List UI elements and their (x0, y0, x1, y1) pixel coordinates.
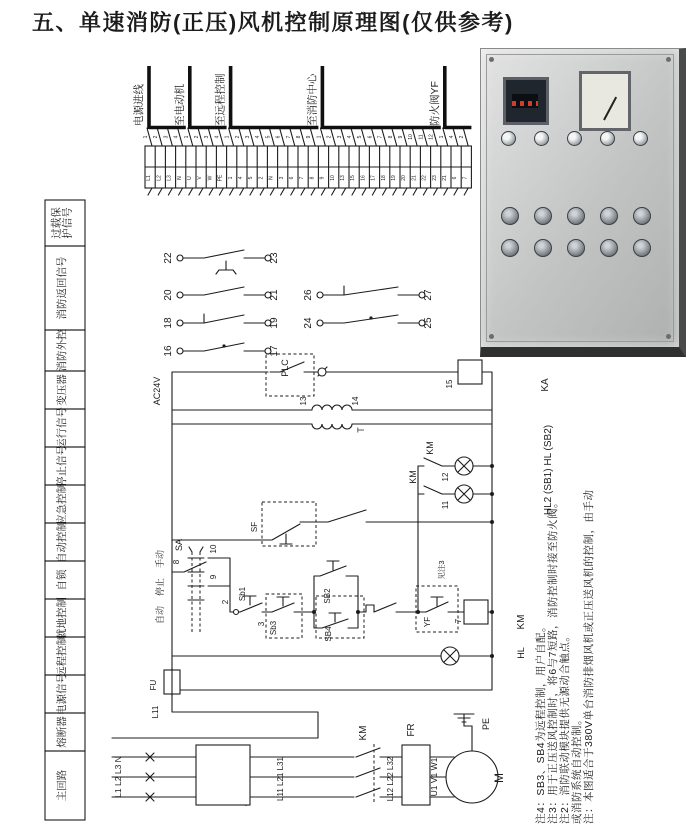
terminal-number: 2 (258, 176, 265, 180)
terminal-number: 21 (411, 175, 418, 181)
contact-number: 23 (269, 252, 280, 264)
terminal-number: L1 (146, 175, 153, 181)
screw-icon (489, 334, 494, 339)
component-label: 14 (351, 396, 360, 406)
component-label: YF (423, 616, 432, 628)
terminal-number: 19 (391, 175, 397, 181)
terminal-number: 4 (238, 176, 244, 180)
component-label: 11 (441, 500, 450, 510)
component-label: FR (406, 723, 417, 737)
wire-number: 2 (326, 135, 333, 139)
component-label: PLC (280, 359, 290, 377)
terminal-group-label: 防火阀YF (428, 81, 441, 126)
panel-button (600, 207, 618, 225)
contact-number: 27 (423, 289, 434, 301)
wire-number: 3 (336, 135, 343, 139)
indicator-lamp (567, 131, 582, 146)
section-label: 主回路 (56, 769, 68, 802)
terminal-number: 7 (299, 176, 306, 180)
component-label: T (356, 427, 366, 433)
contact-number: 26 (303, 289, 314, 301)
panel-button (633, 239, 651, 257)
motor-circle (446, 751, 498, 803)
terminal-number: 17 (370, 175, 377, 181)
indicator-lamp (600, 131, 615, 146)
section-label: 运行信号 (56, 407, 68, 449)
component-label: 9 (209, 574, 218, 580)
component-label: SA (174, 538, 184, 552)
wire-number: 7 (285, 135, 292, 139)
contact-number: 20 (163, 289, 174, 301)
wire-number: 1 (316, 135, 323, 139)
contact-number: 19 (269, 317, 280, 329)
circuit-labels (113, 359, 554, 802)
component-label: Sb1 (238, 586, 247, 602)
note-line: 或消防系统自动控制。 (571, 714, 583, 824)
component-label: M (492, 773, 506, 783)
component-label: FU (149, 679, 158, 691)
contact-number: 21 (269, 289, 280, 301)
analog-meter (579, 71, 631, 131)
contact-number: 22 (163, 252, 174, 264)
wire-number: 4 (214, 135, 221, 139)
panel-button (501, 239, 519, 257)
terminal-number: 6 (452, 176, 459, 180)
contact-number: 16 (163, 345, 174, 357)
terminal-number: W (207, 175, 214, 181)
terminal-number: N (176, 176, 183, 180)
aux-contact-terminals (163, 250, 434, 357)
component-label: 3 (257, 621, 266, 627)
terminal-number: 6 (289, 176, 295, 180)
component-label: L1 L2 L3 N (113, 756, 123, 798)
terminal-group-label: 至电动机 (173, 84, 186, 126)
panel-button (567, 239, 585, 257)
terminal-number: L3 (166, 175, 173, 181)
section-label: 消防返回信号 (56, 256, 68, 320)
component-label: KM (408, 470, 418, 484)
control-cabinet-photo (480, 48, 686, 357)
panel-button (534, 239, 552, 257)
plc-output-terminal (318, 368, 326, 376)
section-label: 自锁 (56, 569, 68, 591)
component-label: 手动 (155, 549, 165, 569)
component-label: 见注3 (437, 560, 446, 580)
section-label: 电源信号 (56, 673, 68, 715)
indicator-lamp (534, 131, 549, 146)
wire-number: 9 (306, 135, 313, 139)
indicator-lamp (501, 131, 516, 146)
terminal-number: V (197, 176, 204, 180)
wire-number: 5 (357, 135, 364, 139)
contact-number: 18 (163, 317, 174, 329)
terminal-number: 16 (360, 175, 367, 181)
component-label: HL2 (SB1) HL (SB2) (543, 424, 554, 516)
wire-number: 9 (398, 135, 404, 139)
panel-button (501, 207, 519, 225)
component-label: SB2 (323, 588, 332, 604)
terminal-number: PE (217, 174, 224, 182)
wire-number: 4 (347, 135, 353, 139)
terminal-number: 3 (278, 176, 285, 180)
section-label: 停止信号 (56, 445, 68, 487)
wire-number: 2 (194, 135, 200, 139)
wire-number: 4 (173, 135, 180, 139)
ka-coil (458, 360, 482, 384)
terminal-2-circle (234, 610, 239, 615)
notes (534, 489, 595, 824)
component-label: PE (481, 717, 491, 731)
left-section-labels (45, 200, 85, 820)
component-label: 12 (441, 472, 450, 482)
wire-number: 2 (459, 135, 466, 139)
terminal-number: 13 (340, 175, 346, 181)
wire-number: 1 (224, 135, 231, 139)
component-label: 8 (172, 559, 181, 565)
digital-meter (503, 77, 549, 125)
component-label: KM (425, 441, 435, 455)
component-label: L11 (151, 705, 160, 719)
wire-number: 1 (438, 135, 445, 139)
contact-number: 25 (423, 317, 434, 329)
section-label: 消防外控 (56, 329, 68, 372)
terminal-number: U (187, 176, 193, 180)
note-line: 注4：SB3、SB4为远程控制，用户自配。 (535, 620, 547, 824)
wire-number: 8 (296, 135, 302, 139)
terminal-number: 21 (442, 175, 448, 181)
wire-number: 11 (418, 134, 425, 140)
component-label: L12 L22 L32 (386, 756, 395, 802)
section-label: 自动控制 (56, 521, 68, 563)
screw-icon (666, 57, 671, 62)
plc-box (266, 354, 314, 396)
wire-number: 1 (183, 135, 190, 139)
wire-number: 8 (387, 135, 394, 139)
component-label: 10 (209, 544, 218, 554)
wire-number: 6 (367, 135, 374, 139)
section-label: 就地控制 (56, 597, 68, 639)
component-label: 2 (221, 599, 230, 605)
terminal-number: 7 (462, 176, 469, 180)
note-line: 注3：用于正压送风控制时，将6与7短路，消防控制时接至防火阀。 (547, 496, 559, 824)
panel-button (600, 239, 618, 257)
terminal-group-label: 电源进线 (133, 84, 145, 126)
component-label: Sb3 (269, 620, 278, 636)
terminal-number: 5 (248, 176, 255, 180)
indicator-lamp (633, 131, 648, 146)
panel-button (567, 207, 585, 225)
terminal-number: 8 (309, 176, 316, 180)
terminal-number: 15 (350, 175, 357, 181)
terminal-number: 22 (421, 175, 428, 181)
component-label: SB4 (324, 626, 333, 642)
km-coil (464, 600, 488, 624)
qf-breaker-box (196, 745, 250, 805)
wire-number: 7 (377, 135, 384, 139)
section-label: 应急控制 (56, 483, 68, 525)
wire-number: 4 (449, 135, 455, 139)
component-label: 停止 (155, 577, 165, 597)
component-label: HL (516, 647, 526, 659)
wire-number: 3 (163, 135, 170, 139)
component-label: U1 V1 W1 (429, 757, 439, 797)
contact-number: 24 (303, 317, 314, 329)
component-label: KM (516, 614, 527, 630)
wire-number: 2 (234, 135, 241, 139)
wire-number: 2 (153, 135, 160, 139)
contact-number: 17 (269, 345, 280, 357)
terminal-number: L2 (156, 175, 163, 181)
section-label: 远程控制 (56, 635, 68, 677)
wire-number: 3 (245, 135, 251, 139)
wire-number: 1 (143, 135, 149, 139)
screw-icon (666, 334, 671, 339)
component-label: 15 (445, 379, 454, 389)
terminal-number: N (268, 176, 275, 180)
terminal-strip (132, 66, 471, 195)
wire-number: 10 (408, 134, 415, 140)
panel-button (633, 207, 651, 225)
wire-number: 3 (204, 135, 211, 139)
circuit-lines (112, 362, 492, 801)
meter-needle (603, 97, 617, 121)
terminal-number: 18 (380, 175, 387, 181)
section-label: 熔断器 (56, 716, 68, 748)
component-label: AC24V (152, 376, 162, 406)
component-label: SF (250, 521, 259, 533)
section-label: 变压器 (56, 374, 68, 406)
component-label: L11 L21 L31 (276, 757, 285, 801)
component-label: KM (358, 725, 369, 741)
terminal-number: 23 (431, 175, 438, 181)
terminal-number: 1 (227, 176, 234, 180)
digital-readout (512, 94, 538, 108)
component-label: KA (540, 378, 551, 392)
fr-thermal-box (402, 745, 430, 805)
page-title: 五、单速消防(正压)风机控制原理图(仅供参考) (32, 10, 514, 35)
wire-number: 6 (275, 135, 282, 139)
section-label: 过载保护信号 (50, 207, 74, 239)
component-label: 自动 (155, 605, 165, 625)
wire-number: 4 (255, 135, 262, 139)
terminal-number: 20 (401, 175, 408, 181)
note-line: 注：本图适合于380V单台消防排烟风机或正压送风机的控制，由手动 (583, 489, 595, 824)
terminal-group-label: 至远程控制 (214, 73, 227, 126)
wire-number: 5 (265, 135, 272, 139)
terminal-number: 9 (319, 176, 326, 180)
panel-button (534, 207, 552, 225)
sf-box (262, 502, 316, 546)
wire-number: 12 (428, 134, 435, 140)
component-label: 7 (454, 618, 463, 624)
note-line: 注2：消防联动模块提供无源动合触点。 (559, 630, 571, 824)
terminal-group-label: 至消防中心 (306, 73, 319, 126)
terminal-number: 10 (329, 175, 336, 181)
screw-icon (489, 57, 494, 62)
component-label: 13 (299, 396, 308, 406)
